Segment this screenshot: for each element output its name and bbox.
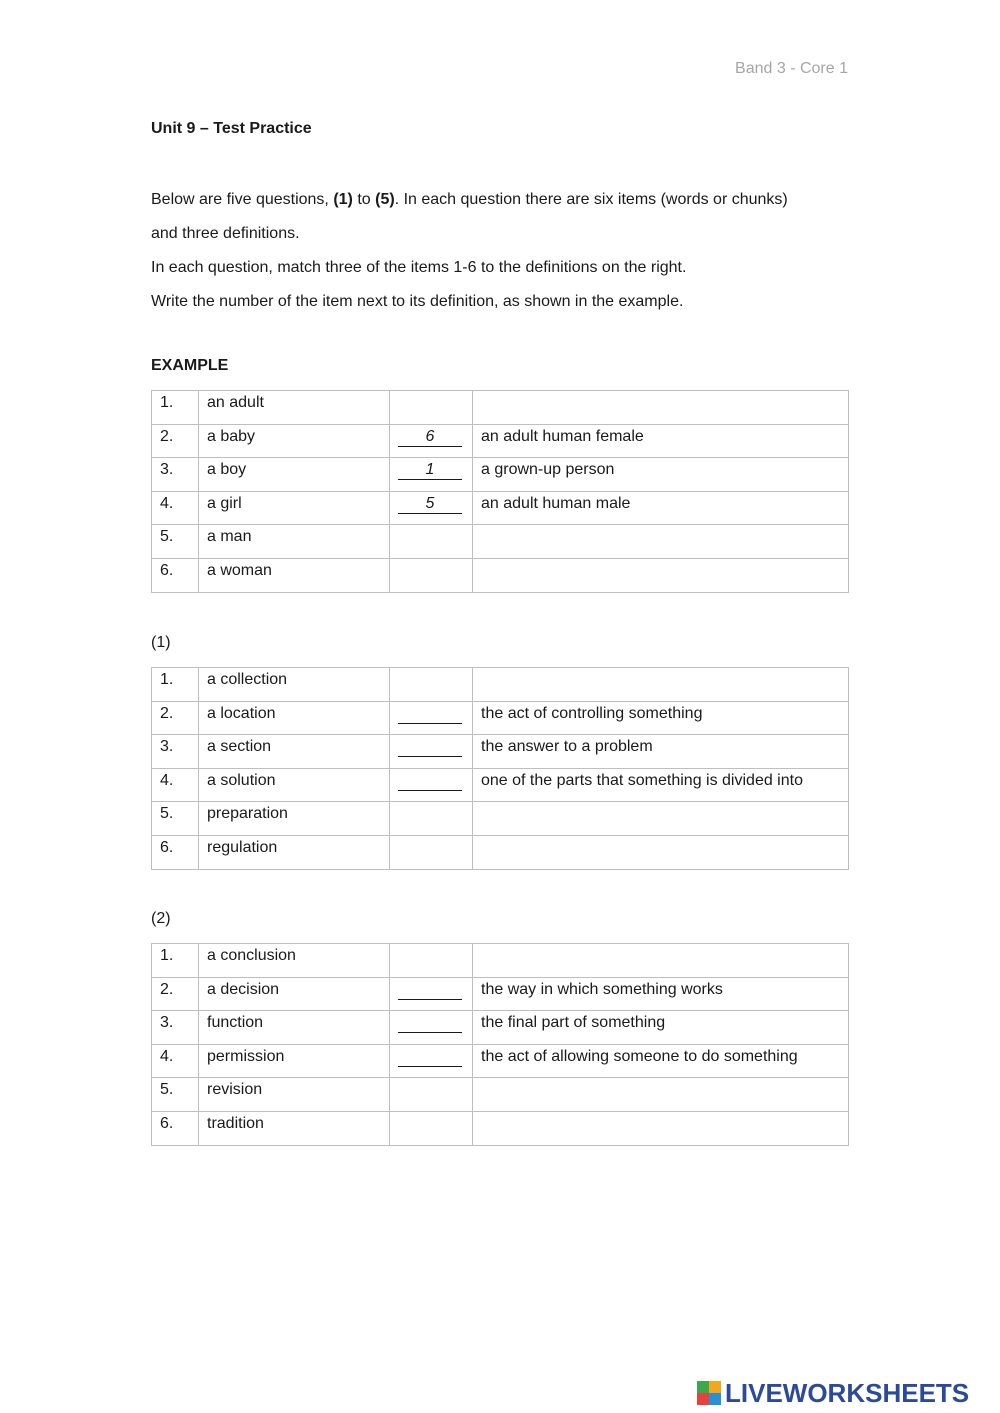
definition: one of the parts that something is divided into [473,768,849,802]
item-number: 2. [152,424,199,458]
instructions-bold-start: (1) [333,191,353,208]
answer-cell [390,525,473,559]
example-table [151,390,849,593]
answer-cell [390,802,473,836]
instructions-bold-end: (5) [375,191,395,208]
question-1-table [151,667,849,870]
item-word: a solution [199,768,390,802]
item-word: a location [199,701,390,735]
table-row [152,458,849,492]
item-number: 5. [152,1078,199,1112]
table-row [152,802,849,836]
definition [473,944,849,978]
answer-cell [390,558,473,592]
example-answer: 1 [398,461,462,480]
definition: the final part of something [473,1011,849,1045]
table-row [152,424,849,458]
definition [473,1078,849,1112]
logo-text: LIVEWORKSHEETS [725,1377,970,1408]
table-row [152,701,849,735]
question-1-label: (1) [151,634,171,651]
item-word: a collection [199,668,390,702]
item-number: 3. [152,458,199,492]
answer-blank[interactable] [398,1014,462,1033]
answer-cell [390,701,473,735]
answer-cell [390,944,473,978]
definition [473,668,849,702]
item-number: 2. [152,701,199,735]
answer-cell [390,1044,473,1078]
definition [473,1111,849,1145]
table-row [152,977,849,1011]
item-number: 2. [152,977,199,1011]
item-word: a decision [199,977,390,1011]
table-row [152,558,849,592]
answer-cell [390,391,473,425]
item-number: 4. [152,1044,199,1078]
instructions-line-3: In each question, match three of the items 1-6 to the definitions on the right. [151,259,687,276]
example-answer: 6 [398,428,462,447]
answer-blank[interactable] [398,772,462,791]
item-number: 4. [152,768,199,802]
answer-cell [390,1111,473,1145]
answer-blank[interactable] [398,738,462,757]
answer-blank[interactable] [398,705,462,724]
answer-cell [390,491,473,525]
instructions-line-4: Write the number of the item next to its definition, as shown in the example. [151,293,684,310]
answer-cell [390,977,473,1011]
item-number: 1. [152,391,199,425]
answer-cell [390,1078,473,1112]
liveworksheets-logo-icon [697,1381,721,1405]
answer-cell [390,1011,473,1045]
page-title: Unit 9 – Test Practice [151,120,312,137]
item-number: 5. [152,802,199,836]
item-word: a boy [199,458,390,492]
item-number: 3. [152,1011,199,1045]
liveworksheets-logo [697,1378,969,1408]
item-number: 1. [152,944,199,978]
table-row [152,835,849,869]
definition: the act of controlling something [473,701,849,735]
answer-blank[interactable] [398,981,462,1000]
item-number: 3. [152,735,199,769]
table-row [152,1111,849,1145]
item-number: 1. [152,668,199,702]
table-row [152,668,849,702]
item-word: a baby [199,424,390,458]
item-word: regulation [199,835,390,869]
item-number: 4. [152,491,199,525]
item-number: 6. [152,835,199,869]
item-number: 6. [152,1111,199,1145]
definition: the way in which something works [473,977,849,1011]
answer-cell [390,768,473,802]
answer-blank[interactable] [398,1048,462,1067]
definition [473,558,849,592]
example-answer: 5 [398,495,462,514]
item-word: an adult [199,391,390,425]
instructions [151,183,851,319]
item-word: a conclusion [199,944,390,978]
item-word: a woman [199,558,390,592]
example-label: EXAMPLE [151,357,229,374]
definition [473,525,849,559]
instructions-text: . In each question there are six items (words or chunks) [394,191,788,208]
answer-cell [390,835,473,869]
table-row [152,1044,849,1078]
question-2-label: (2) [151,910,171,927]
item-word: permission [199,1044,390,1078]
answer-cell [390,424,473,458]
definition: a grown-up person [473,458,849,492]
answer-cell [390,668,473,702]
instructions-line-2: and three definitions. [151,225,300,242]
table-row [152,768,849,802]
definition: an adult human female [473,424,849,458]
table-row [152,1011,849,1045]
header-band-label: Band 3 - Core 1 [735,60,848,77]
table-row [152,491,849,525]
answer-cell [390,735,473,769]
table-row [152,391,849,425]
instructions-text: to [352,191,376,208]
item-word: a man [199,525,390,559]
table-row [152,1078,849,1112]
item-word: preparation [199,802,390,836]
definition: the answer to a problem [473,735,849,769]
definition: the act of allowing someone to do something [473,1044,849,1078]
table-row [152,735,849,769]
item-word: function [199,1011,390,1045]
question-2-table [151,943,849,1146]
definition: an adult human male [473,491,849,525]
table-row [152,525,849,559]
item-word: revision [199,1078,390,1112]
item-word: a section [199,735,390,769]
item-number: 5. [152,525,199,559]
instructions-line-1 [151,183,851,217]
instructions-text: Below are five questions, [151,191,334,208]
answer-cell [390,458,473,492]
definition [473,391,849,425]
definition [473,802,849,836]
table-row [152,944,849,978]
definition [473,835,849,869]
item-word: tradition [199,1111,390,1145]
item-word: a girl [199,491,390,525]
item-number: 6. [152,558,199,592]
